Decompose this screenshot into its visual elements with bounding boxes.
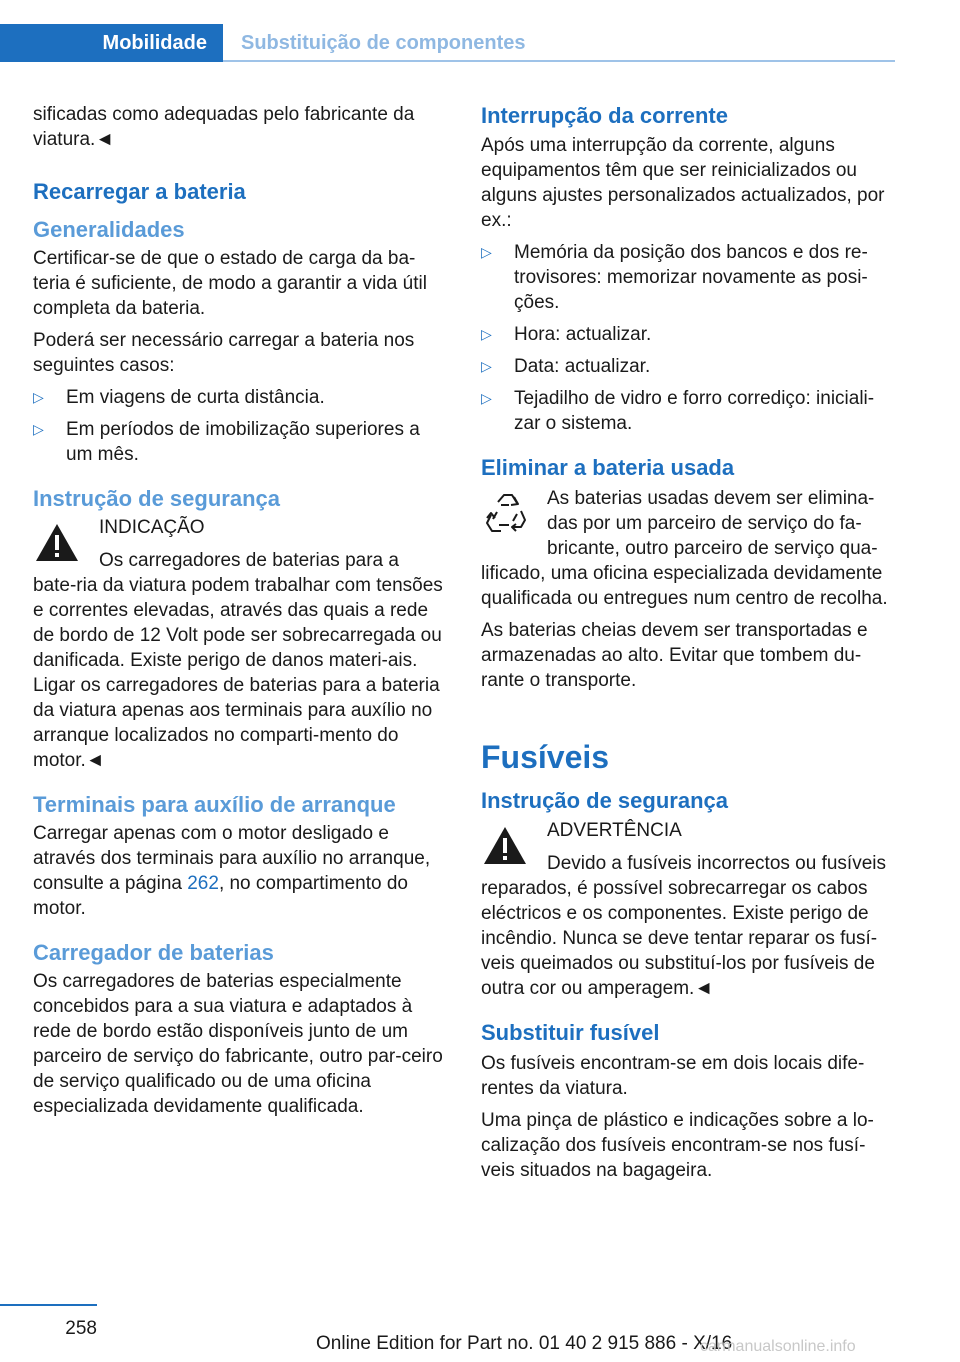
paragraph: Uma pinça de plástico e indicações sobre a lo-calização dos fusíveis encontram-se nos fusí-veis situados na bagageira. — [481, 1110, 874, 1181]
heading-jump-start-terminals: Terminais para auxílio de arranque — [33, 792, 396, 817]
paragraph: Os carregadores de baterias especialmente concebidos para a sua viatura e adaptados à rede de bordo estão disponíveis junto de um parceiro de serviço do fabricante, outro par-ceiro de serviço qualificado ou de uma oficina especializada devidamente qualificada. — [33, 971, 443, 1117]
list-item — [33, 385, 447, 410]
list-item-text: Memória da posição dos bancos e dos re-trovisores: memorizar novamente as posi-ções. — [514, 242, 868, 313]
heading-power-interruption: Interrupção da corrente — [481, 103, 728, 128]
warning-text: Devido a fusíveis incorrectos ou fusíveis reparados, é possível sobrecarregar os cabos eléctricos e os componentes. Existe perigo de incêndio. Nunca se deve tentar reparar os fusí-veis queimados ou substituí-los por fusíveis de outra cor ou amperagem.◄ — [481, 853, 886, 999]
warning-title: ADVERTÊNCIA — [547, 820, 682, 841]
list-item-text: Em períodos de imobilização superiores a um mês. — [66, 419, 420, 465]
list-item-text: Data: actualizar. — [514, 356, 651, 377]
bullet-list — [33, 385, 447, 467]
chapter-tab: Mobilidade — [0, 24, 223, 62]
paragraph: Certificar-se de que o estado de carga da ba-teria é suficiente, de modo a garantir a vida útil completa da bateria. — [33, 248, 427, 319]
text: , no compartimento do motor. — [33, 873, 408, 919]
paragraph: Após uma interrupção da corrente, alguns equipamentos têm que ser reinicializados ou alguns ajustes personalizados actualizados, por ex.: — [481, 135, 885, 231]
page-number: 258 — [65, 1318, 97, 1339]
warning-block — [33, 515, 447, 773]
paragraph — [33, 821, 447, 921]
list-item — [481, 386, 895, 436]
heading-fuses: Fusíveis — [481, 739, 610, 775]
list-item — [481, 354, 895, 379]
warning-block — [481, 818, 895, 1001]
warning-triangle-icon — [33, 519, 81, 567]
paragraph: Poderá ser necessário carregar a bateria nos seguintes casos: — [33, 330, 415, 376]
list-item-text: Hora: actualizar. — [514, 324, 652, 345]
heading-recharge-battery: Recarregar a bateria — [33, 179, 246, 204]
header-rule — [223, 60, 895, 62]
heading-dispose-battery: Eliminar a bateria usada — [481, 455, 735, 480]
warning-triangle-icon — [481, 822, 529, 870]
footer-rule — [0, 1304, 97, 1306]
page-header — [0, 24, 895, 62]
warning-title: INDICAÇÃO — [99, 517, 205, 538]
list-item — [33, 417, 447, 467]
heading-safety-instruction: Instrução de segurança — [481, 788, 728, 813]
warning-text: Os carregadores de baterias para a bate-ria da viatura podem trabalhar com tensões e correntes elevadas, através das quais a rede de bordo de 12 Volt pode ser sobrecarregada ou danificada. Existe perigo de danos materi-ais. Ligar os carregadores de baterias para a bateria da viatura apenas aos terminais para auxílio no arranque localizados no comparti-mento do motor.◄ — [33, 550, 443, 771]
watermark: carmanualsonline.info — [700, 1338, 856, 1355]
left-column — [33, 102, 447, 1126]
heading-battery-charger: Carregador de baterias — [33, 940, 274, 965]
paragraph: Os fusíveis encontram-se em dois locais dife-rentes da viatura. — [481, 1053, 865, 1099]
recycling-icon — [481, 490, 529, 538]
edition-footer: Online Edition for Part no. 01 40 2 915 886 - X/16 — [316, 1333, 733, 1354]
heading-replace-fuse: Substituir fusível — [481, 1020, 660, 1045]
heading-safety-instruction: Instrução de segurança — [33, 486, 280, 511]
triangle-bullet-icon: ▷ — [33, 421, 44, 437]
triangle-bullet-icon: ▷ — [481, 244, 492, 260]
list-item-text: Em viagens de curta distância. — [66, 387, 325, 408]
right-column — [481, 102, 895, 1190]
triangle-bullet-icon: ▷ — [481, 326, 492, 342]
heading-general: Generalidades — [33, 217, 185, 242]
triangle-bullet-icon: ▷ — [481, 390, 492, 406]
bullet-list — [481, 240, 895, 436]
list-item — [481, 240, 895, 315]
page-link[interactable]: 262 — [187, 873, 219, 894]
recycling-block — [481, 486, 895, 611]
list-item — [481, 322, 895, 347]
section-title: Substituição de componentes — [241, 31, 526, 54]
paragraph: As baterias cheias devem ser transportadas e armazenadas ao alto. Evitar que tombem du-rante o transporte. — [481, 620, 868, 691]
paragraph: As baterias usadas devem ser elimina-das por um parceiro de serviço do fa-bricante, outro parceiro de serviço qua-lificado, uma oficina especializada devidamente qualificada ou entregues num centro de recolha. — [481, 488, 888, 609]
triangle-bullet-icon: ▷ — [481, 358, 492, 374]
triangle-bullet-icon: ▷ — [33, 389, 44, 405]
paragraph: sificadas como adequadas pelo fabricante da viatura.◄ — [33, 104, 415, 150]
text: Carregar apenas com o motor desligado e através dos terminais para auxílio no arranque, consulte a página — [33, 823, 431, 894]
list-item-text: Tejadilho de vidro e forro corrediço: iniciali-zar o sistema. — [514, 388, 875, 434]
